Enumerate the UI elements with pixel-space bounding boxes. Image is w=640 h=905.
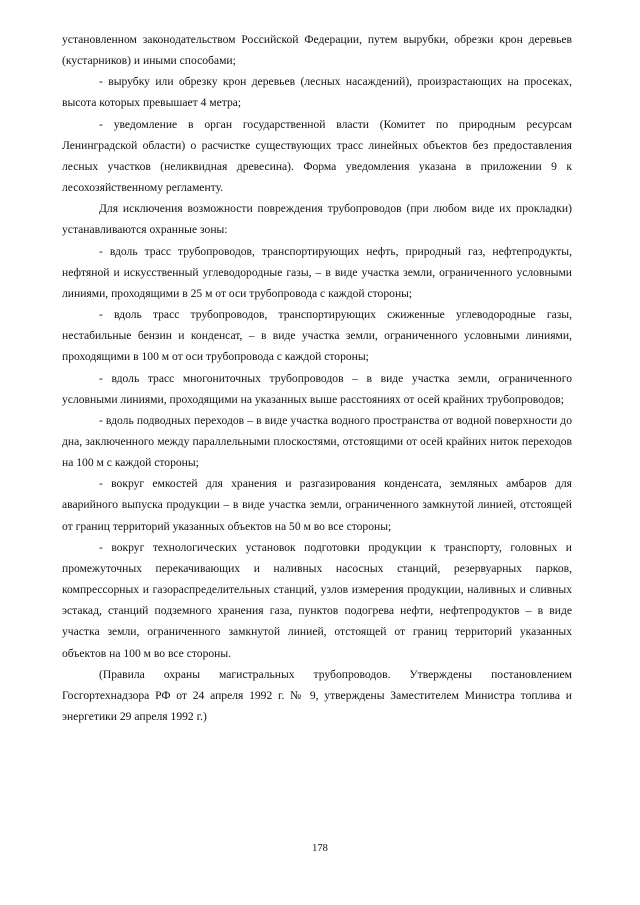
paragraph-zone-oil-gas: - вдоль трасс трубопроводов, транспортирующих нефть, природный газ, нефтепродукты, нефтяной и искусственный углеводородные газы, – в виде участка земли, ограниченного условными линиями, проходящими в 25 м от оси трубопровода с каждой стороны; <box>62 244 572 300</box>
paragraph-source-reference: (Правила охраны магистральных трубопроводов. Утверждены постановлением Госгортехнадзора РФ от 24 апреля 1992 г. № 9, утверждены Заместителем Министра топлива и энергетики 29 апреля 1992 г.) <box>62 667 572 723</box>
paragraph-zone-facilities: - вокруг технологических установок подготовки продукции к транспорту, головных и промежуточных перекачивающих и наливных насосных станций, резервуарных парков, компрессорных и газораспределительных станций, узлов измерения продукции, наливных и сливных эстакад, станций подземного хранения газа, пунктов подогрева нефти, нефтепродуктов – в виде участка земли, ограниченного замкнутой линией, отстоящей от границ территорий указанных объектов на 100 м во все стороны. <box>62 540 572 660</box>
paragraph-notification: - уведомление в орган государственной власти (Комитет по природным ресурсам Ленинградской области) о расчистке существующих трасс линейных объектов без предоставления лесных участков (неликвидная древесина). Форма уведомления указана в приложении 9 к лесохозяйственному регламенту. <box>62 117 572 195</box>
page-number: 178 <box>312 843 328 854</box>
paragraph-zone-liquefied-gas: - вдоль трасс трубопроводов, транспортирующих сжиженные углеводородные газы, нестабильные бензин и конденсат, – в виде участка земли, ограниченного условными линиями, проходящими в 100 м от оси трубопровода с каждой стороны; <box>62 308 572 364</box>
paragraph-felling-clearings: - вырубку или обрезку крон деревьев (лесных насаждений), произрастающих на просеках, высота которых превышает 4 метра; <box>62 75 572 110</box>
paragraph-zone-underwater: - вдоль подводных переходов – в виде участка водного пространства от водной поверхности до дна, заключенного между параллельными плоскостями, отстоящими от осей крайних ниток переходов на 100 м с каждой стороны; <box>62 413 572 470</box>
paragraph-continuation: установленном законодательством Российской Федерации, путем вырубки, обрезки крон деревьев (кустарников) и иными способами; <box>62 33 572 68</box>
paragraph-protection-zones-intro: Для исключения возможности повреждения трубопроводов (при любом виде их прокладки) устанавливаются охранные зоны: <box>62 202 572 237</box>
document-page <box>62 29 572 727</box>
paragraph-zone-multi-line: - вдоль трасс многониточных трубопроводов – в виде участка земли, ограниченного условными линиями, проходящими на указанных выше расстояниях от осей крайних трубопроводов; <box>62 371 572 406</box>
paragraph-zone-tanks: - вокруг емкостей для хранения и разгазирования конденсата, земляных амбаров для аварийного выпуска продукции – в виде участка земли, ограниченного замкнутой линией, отстоящей от границ территорий указанных объектов на 50 м во все стороны; <box>62 477 572 533</box>
